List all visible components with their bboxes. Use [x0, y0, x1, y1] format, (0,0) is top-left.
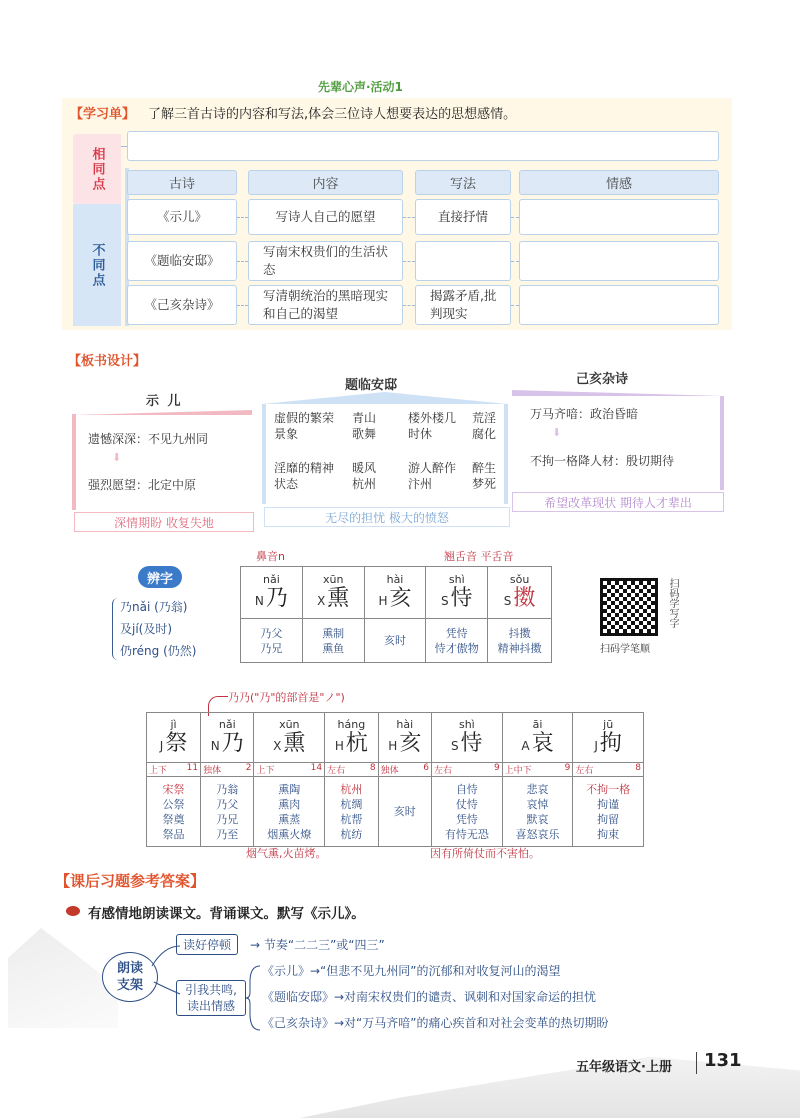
struct-label: 上下 — [256, 766, 275, 776]
distinguish-table — [240, 566, 552, 663]
board-mid-b2: 暖风杭州 — [352, 461, 377, 491]
word-item: 乃至 — [216, 827, 239, 841]
board-right-line1: 万马齐喑：政治昏暗 — [530, 407, 639, 421]
distinguish-brace — [112, 598, 118, 660]
char-pinyin: āi — [532, 718, 543, 731]
qr-bottom-text: 扫码学笔顺 — [600, 644, 650, 655]
struct-label: 独体 — [380, 766, 399, 776]
word-item: 乃父 — [216, 797, 239, 811]
board-left-panel — [72, 414, 252, 510]
word-item: 杭绸 — [340, 797, 363, 811]
dwords-4: 凭恃 恃才傲物 — [426, 619, 488, 663]
struct-label: 上中下 — [504, 766, 532, 776]
char-glyph: 拘 — [599, 731, 622, 756]
dwords-3: 亥时 — [364, 619, 426, 663]
char-cell-7 — [502, 713, 573, 763]
word-item: 仗恃 — [455, 797, 478, 811]
char-cell-3 — [254, 713, 325, 763]
struct-label: 左右 — [327, 766, 346, 776]
stroke-count: 2 — [245, 763, 252, 773]
char-glyph: 恃 — [460, 731, 483, 756]
char-cell-1 — [147, 713, 201, 763]
word-item: 熏肉 — [278, 797, 301, 811]
same-point-label — [73, 134, 121, 204]
bullet-icon — [66, 906, 80, 916]
word-item: 熏蒸 — [278, 812, 301, 826]
word-item: 拘留 — [597, 812, 620, 826]
content-3: 写清朝统治的黑暗现实和自己的渴望 — [248, 285, 403, 325]
word-item: 祭品 — [162, 827, 185, 841]
line-2: 《题临安邸》→对南宋权贵们的谴责、讽刺和对国家命运的担忧 — [262, 990, 597, 1004]
char-glyph: 杭 — [345, 731, 368, 756]
board-left-line1: 遗憾深深：不见九州同 — [88, 432, 209, 446]
stroke-count: 8 — [369, 763, 376, 773]
method-3: 揭露矛盾,批判现实 — [415, 285, 511, 325]
char-glyph: 熏 — [283, 731, 306, 756]
stroke-count: 9 — [493, 763, 500, 773]
emotion-2-field[interactable] — [519, 241, 719, 281]
down-arrow-icon-2: ⬇ — [552, 426, 562, 439]
answers-tag: 【课后习题参考答案】 — [55, 872, 206, 890]
mind-center: 朗读支架 — [102, 952, 158, 1002]
poem-2: 《题临安邸》 — [127, 241, 237, 281]
char-words-6 — [432, 777, 503, 847]
dchar-1: nǎi N乃 — [241, 567, 303, 619]
board-mid-a3: 楼外楼几时休 — [408, 411, 457, 441]
board-left-footer: 深情期盼 收复失地 — [74, 512, 254, 532]
stroke-count: 14 — [310, 763, 323, 773]
char-words-4 — [325, 777, 378, 847]
anno-retroflex: 翘舌音 平舌音 — [444, 550, 514, 563]
stroke-count: 6 — [423, 763, 430, 773]
board-mid-title: 题临安邸 — [345, 378, 398, 393]
word-item: 公祭 — [162, 797, 185, 811]
char-words-8 — [573, 777, 644, 847]
distinguish-note-3: 仍réng (仍然) — [120, 644, 197, 658]
dchar-2: xūn X熏 — [302, 567, 364, 619]
dwords-5: 抖擞 精神抖擞 — [488, 619, 552, 663]
char-struct-2 — [201, 763, 254, 777]
board-mid-a4: 荒淫腐化 — [472, 411, 497, 441]
board-left-line2: 强烈愿望：北定中原 — [88, 478, 197, 492]
char-cell-8 — [573, 713, 644, 763]
word-item: 杭纺 — [340, 827, 363, 841]
branch-1-content: 节奏“二二三”或“四三” — [263, 938, 385, 952]
same-point-text: 相同点 — [89, 146, 105, 192]
word-item: 拘束 — [597, 827, 620, 841]
line-1: 《示儿》→“但悲不见九州同”的沉郁和对收复河山的渴望 — [262, 964, 561, 978]
char-words-3 — [254, 777, 325, 847]
diff-point-text: 不同点 — [89, 242, 105, 288]
board-left-title: 示 儿 — [146, 394, 183, 409]
dwords-1: 乃父 乃兄 — [241, 619, 303, 663]
footer-divider — [696, 1052, 697, 1074]
char-glyph: 祭 — [165, 731, 188, 756]
qr-side-text: 扫码学写字 — [667, 578, 678, 628]
char-letter: X — [273, 739, 282, 753]
header-method: 写法 — [415, 170, 511, 195]
content-2: 写南宋权贵们的生活状态 — [248, 241, 403, 281]
word-item: 烟熏火燎 — [267, 827, 312, 841]
dchar-3: hài H亥 — [364, 567, 426, 619]
header-content: 内容 — [248, 170, 403, 195]
struct-label: 独体 — [203, 766, 222, 776]
distinguish-note-2: 及jí(及时) — [120, 622, 173, 636]
char-cell-6 — [432, 713, 503, 763]
board-mid-b4: 醉生梦死 — [472, 461, 497, 491]
emotion-3-field[interactable] — [519, 285, 719, 325]
char-glyph: 乃 — [221, 731, 244, 756]
qr-code-icon[interactable] — [600, 578, 658, 636]
word-item: 凭恃 — [455, 812, 478, 826]
char-pinyin: hài — [396, 718, 414, 731]
char-struct-3 — [254, 763, 325, 777]
header-poem: 古诗 — [127, 170, 237, 195]
question-1: 有感情地朗读课文。背诵课文。默写《示儿》。 — [88, 906, 365, 922]
board-mid-roof — [262, 392, 508, 404]
distinguish-tag: 辨字 — [138, 566, 182, 588]
dchar-5: sǒu S擞 — [488, 567, 552, 619]
char-letter: J — [594, 739, 598, 753]
note-xun: 烟气熏,火苗烤。 — [246, 847, 327, 860]
header-emotion: 情感 — [519, 170, 719, 195]
char-struct-6 — [432, 763, 503, 777]
branch-2-label: 引我共鸣,读出情感 — [176, 980, 246, 1016]
word-item: 熏陶 — [278, 782, 301, 796]
note-shi: 因有所倚仗而不害怕。 — [430, 847, 540, 860]
poem-3: 《己亥杂诗》 — [127, 285, 237, 325]
char-pinyin: nǎi — [218, 718, 236, 731]
diff-point-label — [73, 204, 121, 326]
char-letter: H — [388, 739, 398, 753]
char-pinyin: háng — [337, 718, 366, 731]
word-item: 自恃 — [455, 782, 478, 796]
page-number: 131 — [704, 1050, 742, 1071]
char-struct-4 — [325, 763, 378, 777]
board-mid-footer: 无尽的担忧 极大的愤怒 — [264, 507, 510, 527]
branch-1-text: → 节奏“二二三”或“四三” — [250, 938, 385, 952]
struct-label: 上下 — [149, 766, 168, 776]
word-item: 杭帮 — [340, 812, 363, 826]
char-cell-4 — [325, 713, 378, 763]
char-pinyin: jū — [603, 718, 614, 731]
char-table — [146, 712, 644, 847]
char-cell-5 — [378, 713, 431, 763]
char-pinyin: xūn — [279, 718, 300, 731]
word-item: 乃翁 — [216, 782, 239, 796]
distinguish-note-1: 乃nǎi (乃翁) — [120, 600, 188, 614]
branch-1-label: 读好停顿 — [176, 934, 238, 955]
stroke-count: 9 — [564, 763, 571, 773]
board-right-title: 己亥杂诗 — [576, 372, 629, 387]
content-1: 写诗人自己的愿望 — [248, 199, 403, 235]
char-words-5 — [378, 777, 431, 847]
study-sheet-intro: 了解三首古诗的内容和写法,体会三位诗人想要表达的思想感情。 — [148, 107, 517, 122]
char-letter: H — [334, 739, 344, 753]
word-item: 杭州 — [340, 782, 363, 796]
word-item: 乃兄 — [216, 812, 239, 826]
method-2-field[interactable] — [415, 241, 511, 281]
char-words-2 — [201, 777, 254, 847]
char-struct-7 — [502, 763, 573, 777]
dwords-2: 熏制 熏鱼 — [302, 619, 364, 663]
board-right-footer: 希望改革现状 期待人才辈出 — [512, 492, 724, 512]
board-mid-a2: 青山歌舞 — [352, 411, 377, 441]
same-point-field[interactable] — [127, 131, 719, 161]
char-glyph: 亥 — [399, 731, 422, 756]
activity-title: 先辈心声·活动1 — [318, 80, 403, 94]
char-words-7 — [502, 777, 573, 847]
char-letter: J — [159, 739, 164, 753]
line-3: 《己亥杂诗》→对“万马齐喑”的痛心疾首和对社会变革的热切期盼 — [262, 1016, 609, 1030]
board-mid-b1: 淫靡的精神状态 — [274, 461, 335, 491]
struct-label: 左右 — [434, 766, 453, 776]
branch-2-brace — [246, 962, 262, 1034]
char-words-1 — [147, 777, 201, 847]
board-tag: 【板书设计】 — [68, 354, 147, 369]
word-item: 悲哀 — [526, 782, 549, 796]
poem-1: 《示儿》 — [127, 199, 237, 235]
char-glyph: 哀 — [531, 731, 554, 756]
board-right-line2: 不拘一格降人材：殷切期待 — [530, 454, 675, 468]
board-mid-b3: 游人醉作汴州 — [408, 461, 457, 491]
word-item: 哀悼 — [526, 797, 549, 811]
anno-nasal: 鼻音n — [256, 550, 285, 563]
word-item: 喜怒哀乐 — [515, 827, 560, 841]
word-item: 祭奠 — [162, 812, 185, 826]
char-letter: S — [451, 739, 459, 753]
down-arrow-icon: ⬇ — [112, 451, 122, 464]
char-cell-2 — [201, 713, 254, 763]
char-letter: A — [521, 739, 530, 753]
word-item: 宋祭 — [162, 782, 185, 796]
word-item: 不拘一格 — [586, 782, 631, 796]
emotion-1-field[interactable] — [519, 199, 719, 235]
word-item: 默哀 — [526, 812, 549, 826]
char-struct-8 — [573, 763, 644, 777]
dchar-4: shì S恃 — [426, 567, 488, 619]
method-1: 直接抒情 — [415, 199, 511, 235]
struct-label: 左右 — [575, 766, 594, 776]
char-letter: N — [210, 739, 220, 753]
board-mid-a1: 虚假的繁荣景象 — [274, 411, 335, 441]
char-anno: 乃乃("乃"的部首是"ノ") — [228, 691, 345, 704]
char-struct-5 — [378, 763, 431, 777]
char-pinyin: jì — [170, 718, 177, 731]
word-item: 有恃无恐 — [444, 827, 489, 841]
char-pinyin: shì — [458, 718, 475, 731]
study-sheet-tag: 【学习单】 — [70, 107, 136, 122]
stroke-count: 8 — [635, 763, 641, 773]
char-struct-1 — [147, 763, 201, 777]
stroke-count: 11 — [186, 763, 199, 773]
word-item: 拘谨 — [597, 797, 620, 811]
footer-book: 五年级语文·上册 — [576, 1060, 672, 1075]
word-item: 亥时 — [393, 805, 416, 818]
